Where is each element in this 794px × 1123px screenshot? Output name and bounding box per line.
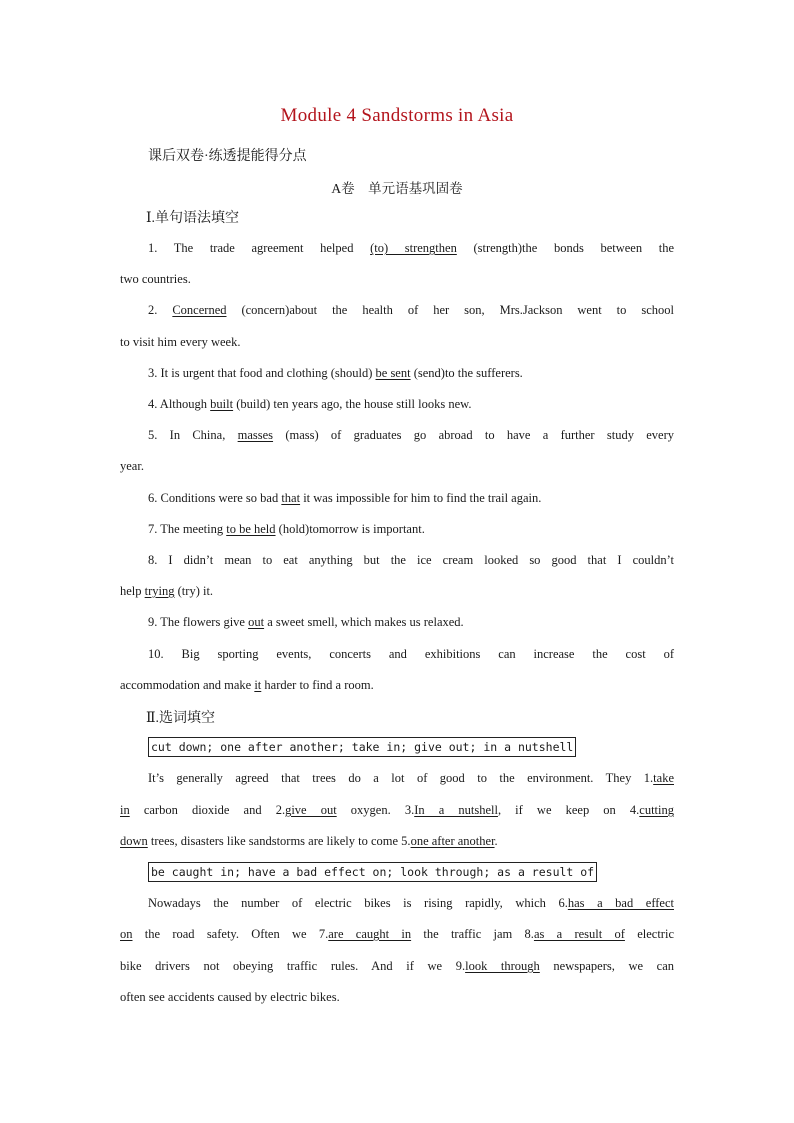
answer-10: it — [254, 678, 262, 692]
part2-heading: Ⅱ.选词填空 — [146, 711, 216, 726]
subtitle: 课后双卷·练透提能得分点 — [148, 149, 307, 164]
passage1-line3: down trees, disasters like sandstorms are likely to come 5.one after another. — [120, 834, 498, 848]
question-10-cont: accommodation and make it harder to find a room. — [120, 678, 374, 692]
blank-7: are caught in — [328, 927, 412, 941]
page-title: Module 4 Sandstorms in Asia — [280, 105, 514, 126]
question-8-cont: help trying (try) it. — [120, 584, 214, 598]
passage2-line4: often see accidents caused by electric bikes. — [120, 990, 340, 1004]
question-2-cont: to visit him every week. — [120, 335, 241, 349]
part1-heading: Ⅰ.单句语法填空 — [146, 211, 240, 226]
section-a-heading: A卷 单元语基巩固卷 — [331, 181, 463, 196]
question-8: 8. I didn’t mean to eat anything but the ice cream looked so good that I couldn’t — [148, 553, 674, 567]
question-6: 6. Conditions were so bad that it was impossible for him to find the trail again. — [148, 491, 542, 505]
answer-9: out — [248, 615, 265, 629]
question-4: 4. Although built (build) ten years ago, the house still looks new. — [148, 397, 472, 411]
answer-4: built — [210, 397, 234, 411]
question-10: 10. Big sporting events, concerts and exhibitions can increase the cost of — [148, 647, 674, 661]
blank-6-cont: on — [120, 927, 133, 941]
word-bank-box-2: be caught in; have a bad effect on; look through; as a result of — [148, 862, 597, 882]
answer-1: (to) strengthen — [370, 241, 457, 255]
blank-5: one after another — [410, 834, 495, 848]
answer-5: masses — [237, 428, 274, 442]
blank-4: cutting — [639, 803, 674, 817]
passage1-line2: in carbon dioxide and 2.give out oxygen. 3.In a nutshell, if we keep on 4.cutting — [120, 803, 674, 817]
question-3: 3. It is urgent that food and clothing (should) be sent (send)to the sufferers. — [148, 366, 523, 380]
answer-8: trying — [144, 584, 175, 598]
question-9: 9. The flowers give out a sweet smell, which makes us relaxed. — [148, 615, 464, 629]
answer-2: Concerned — [172, 303, 227, 317]
blank-1-cont: in — [120, 803, 130, 817]
question-7: 7. The meeting to be held (hold)tomorrow is important. — [148, 522, 425, 536]
passage2-line3: bike drivers not obeying traffic rules. And if we 9.look through newspapers, we can — [120, 959, 674, 973]
answer-6: that — [281, 491, 301, 505]
passage2-line2: on the road safety. Often we 7.are caught in the traffic jam 8.as a result of electric — [120, 927, 674, 941]
answer-3: be sent — [375, 366, 411, 380]
answer-7: to be held — [226, 522, 276, 536]
blank-6: has a bad effect — [567, 896, 674, 910]
blank-4-cont: down — [120, 834, 148, 848]
question-5-cont: year. — [120, 459, 144, 473]
blank-8: as a result of — [533, 927, 625, 941]
question-1: 1. The trade agreement helped (to) strengthen (strength)the bonds between the — [148, 241, 674, 255]
blank-1: take — [653, 771, 674, 785]
question-5: 5. In China, masses (mass) of graduates go abroad to have a further study every — [148, 428, 674, 442]
question-1-cont: two countries. — [120, 272, 191, 286]
passage2-line1: Nowadays the number of electric bikes is rising rapidly, which 6.has a bad effect — [148, 896, 674, 910]
word-bank-box-1: cut down; one after another; take in; give out; in a nutshell — [148, 737, 576, 757]
blank-3: In a nutshell — [414, 803, 498, 817]
blank-2: give out — [285, 803, 337, 817]
blank-9: look through — [465, 959, 540, 973]
passage1-line1: It’s generally agreed that trees do a lot of good to the environment. They 1.take — [148, 771, 674, 785]
question-2: 2. Concerned (concern)about the health of her son, Mrs.Jackson went to school — [148, 303, 675, 317]
